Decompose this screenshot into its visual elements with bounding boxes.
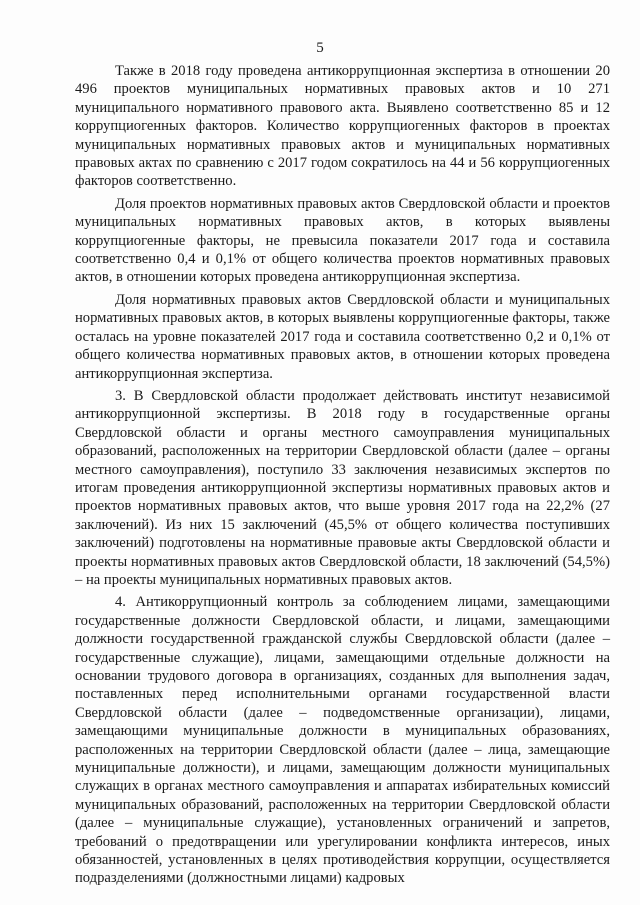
paragraph-acts-share: Доля нормативных правовых актов Свердловской области и муниципальных нормативных правовых актов, в которых выявлены коррупциогенные факторы, также осталась на уровне показателей 2017 года и составила соответственно 0,2 и 0,1% от общего количества нормативных правовых актов, в отношении которых проведена антикоррупционная экспертиза.	[75, 291, 610, 382]
paragraph-anticorruption-control: 4. Антикоррупционный контроль за соблюдением лицами, замещающими государственные должности Свердловской области, и лицами, замещающими должности государственной гражданской службы Свердловской области (далее – государственные служащие), лицами, замещающими отдельные должности на основании трудового договора в организациях, созданных для выполнения задач, поставленных перед исполнительными органами государственной власти Свердловской области (далее – подведомственные организации), лицами, замещающими муниципальные должности в муниципальных образованиях, расположенных на территории Свердловской области (далее – лица, замещающие муниципальные должности), и лицами, замещающим должности муниципальных служащих в органах местного самоуправления и аппаратах избирательных комиссий муниципальных образований, расположенных на территории Свердловской области (далее – муниципальные служащие), установленных ограничений и запретов, требований о предотвращении или урегулировании конфликта интересов, иных обязанностей, установленных в целях противодействия коррупции, осуществляется подразделениями (должностными лицами) кадровых	[75, 594, 610, 887]
document-body	[75, 62, 610, 888]
paragraph-draft-acts-share: Доля проектов нормативных правовых актов Свердловской области и проектов муниципальных нормативных правовых актов, в которых выявлены коррупциогенные факторы, не превысила показатели 2017 года и составила соответственно 0,4 и 0,1% от общего количества проектов нормативных правовых актов, в отношении которых проведена антикоррупционная экспертиза.	[75, 195, 610, 286]
paragraph-expertise-2018: Также в 2018 году проведена антикоррупционная экспертиза в отношении 20 496 проектов муниципальных нормативных правовых актов и 10 271 муниципального нормативного правового акта. Выявлено соответственно 85 и 12 коррупциогенных факторов. Количество коррупциогенных факторов в проектах муниципальных нормативных правовых актов и муниципальных нормативных правовых актах по сравнению с 2017 годом сократилось на 44 и 56 коррупциогенных факторов соответственно.	[75, 63, 610, 190]
page-number: 5	[316, 40, 324, 56]
paragraph-independent-expertise: 3. В Свердловской области продолжает действовать институт независимой антикоррупционной экспертизы. В 2018 году в государственные органы Свердловской области и органы местного самоуправления муниципальных образований, расположенных на территории Свердловской области (далее – органы местного самоуправления), поступило 33 заключения независимых экспертов по итогам проведения антикоррупционной экспертизы нормативных правовых актов и проектов нормативных правовых актов, что выше уровня 2017 года на 22,2% (27 заключений). Из них 15 заключений (45,5% от общего количества поступивших заключений) подготовлены на нормативные правовые акты Свердловской области и проекты нормативных правовых актов Свердловской области, 18 заключений (54,5%) – на проекты муниципальных нормативных правовых актов.	[75, 387, 610, 588]
